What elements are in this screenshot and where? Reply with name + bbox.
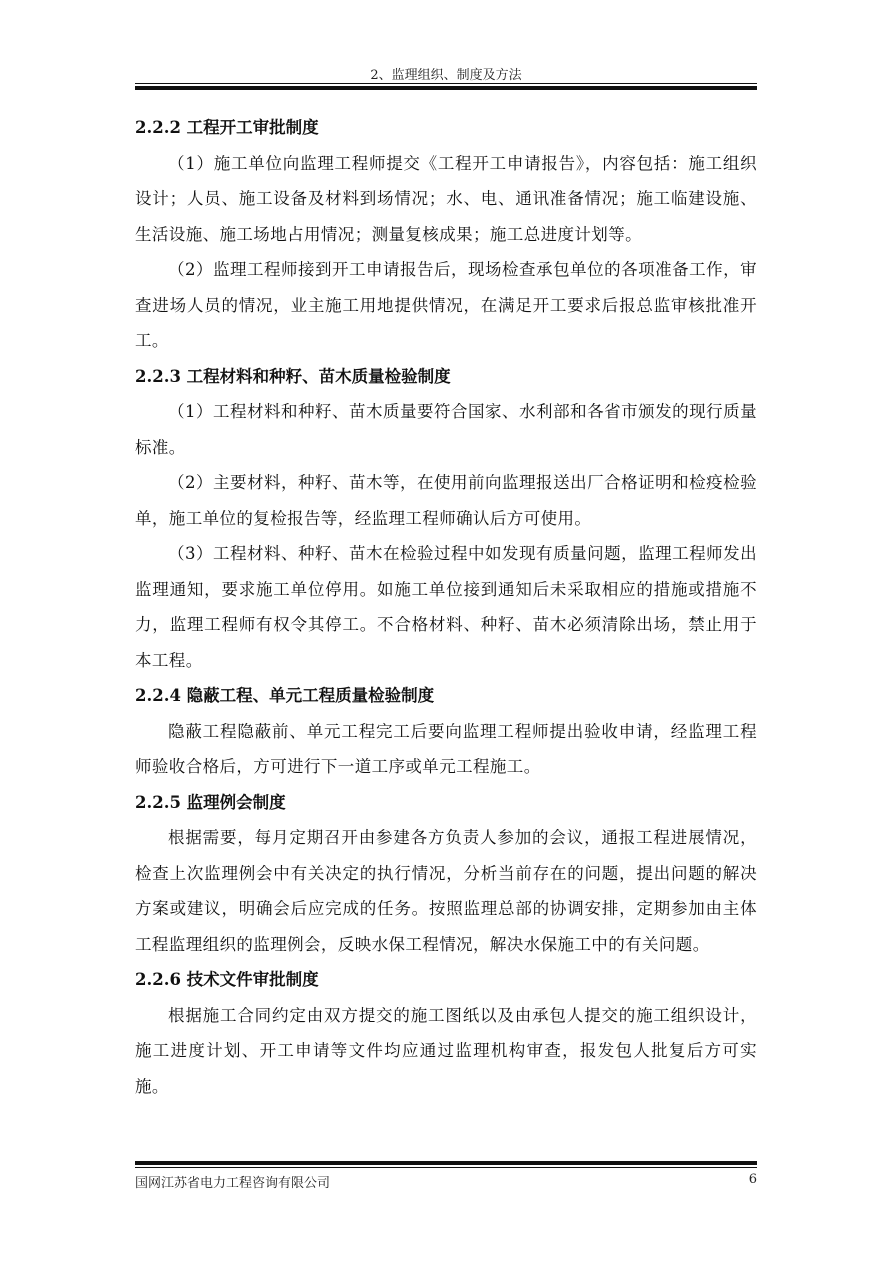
section-heading: 2.2.2 工程开工审批制度	[135, 118, 319, 137]
section-heading: 2.2.6 技术文件审批制度	[135, 970, 319, 989]
footer-rule-thick	[135, 1161, 757, 1165]
paragraph: 根据施工合同约定由双方提交的施工图纸以及由承包人提交的施工组织设计，施工进度计划、开工申请等文件均应通过监理机构审查，报发包人批复后方可实施。	[135, 1005, 757, 1096]
paragraph: 根据需要，每月定期召开由参建各方负责人参加的会议，通报工程进展情况，检查上次监理例会中有关决定的执行情况，分析当前存在的问题，提出问题的解决方案或建议，明确会后应完成的任务。按照监理总部的协调安排，定期参加由主体工程监理组织的监理例会，反映水保工程情况，解决水保施工中的有关问题。	[135, 828, 757, 954]
section-2-2-5	[135, 785, 757, 963]
paragraph: （1）施工单位向监理工程师提交《工程开工申请报告》，内容包括：施工组织设计；人员、施工设备及材料到场情况；水、电、通讯准备情况；施工临建设施、生活设施、施工场地占用情况；测量复核成果；施工总进度计划等。	[135, 153, 757, 244]
paragraph: （2）主要材料，种籽、苗木等，在使用前向监理报送出厂合格证明和检疫检验单，施工单位的复检报告等，经监理工程师确认后方可使用。	[135, 473, 757, 528]
header-rule-thin	[135, 83, 757, 84]
paragraph: （1）工程材料和种籽、苗木质量要符合国家、水利部和各省市颁发的现行质量标准。	[135, 402, 757, 457]
footer-rule	[135, 1161, 757, 1170]
section-heading: 2.2.3 工程材料和种籽、苗木质量检验制度	[135, 366, 451, 386]
header-rule	[135, 83, 757, 92]
footer-company: 国网江苏省电力工程咨询有限公司	[135, 1176, 331, 1191]
section-heading: 2.2.4 隐蔽工程、单元工程质量检验制度	[135, 686, 435, 705]
section-2-2-2	[135, 110, 757, 359]
footer-rule-thin	[135, 1167, 757, 1168]
paragraph: 隐蔽工程隐蔽前、单元工程完工后要向监理工程师提出验收申请，经监理工程师验收合格后，方可进行下一道工序或单元工程施工。	[135, 721, 757, 776]
header-rule-thick	[135, 86, 757, 90]
document-body	[135, 110, 757, 1104]
paragraph: （3）工程材料、种籽、苗木在检验过程中如发现有质量问题，监理工程师发出监理通知，要求施工单位停用。如施工单位接到通知后未采取相应的措施或措施不力，监理工程师有权令其停工。不合格材料、种籽、苗木必须清除出场，禁止用于本工程。	[135, 544, 757, 670]
header-title: 2、监理组织、制度及方法	[370, 68, 522, 83]
section-2-2-6	[135, 962, 757, 1104]
page-number: 6	[748, 1172, 757, 1187]
paragraph: （2）监理工程师接到开工申请报告后，现场检查承包单位的各项准备工作，审查进场人员的情况，业主施工用地提供情况，在满足开工要求后报总监审核批准开工。	[135, 260, 757, 350]
section-heading: 2.2.5 监理例会制度	[135, 792, 286, 812]
section-2-2-3	[135, 359, 757, 679]
section-2-2-4	[135, 678, 757, 785]
